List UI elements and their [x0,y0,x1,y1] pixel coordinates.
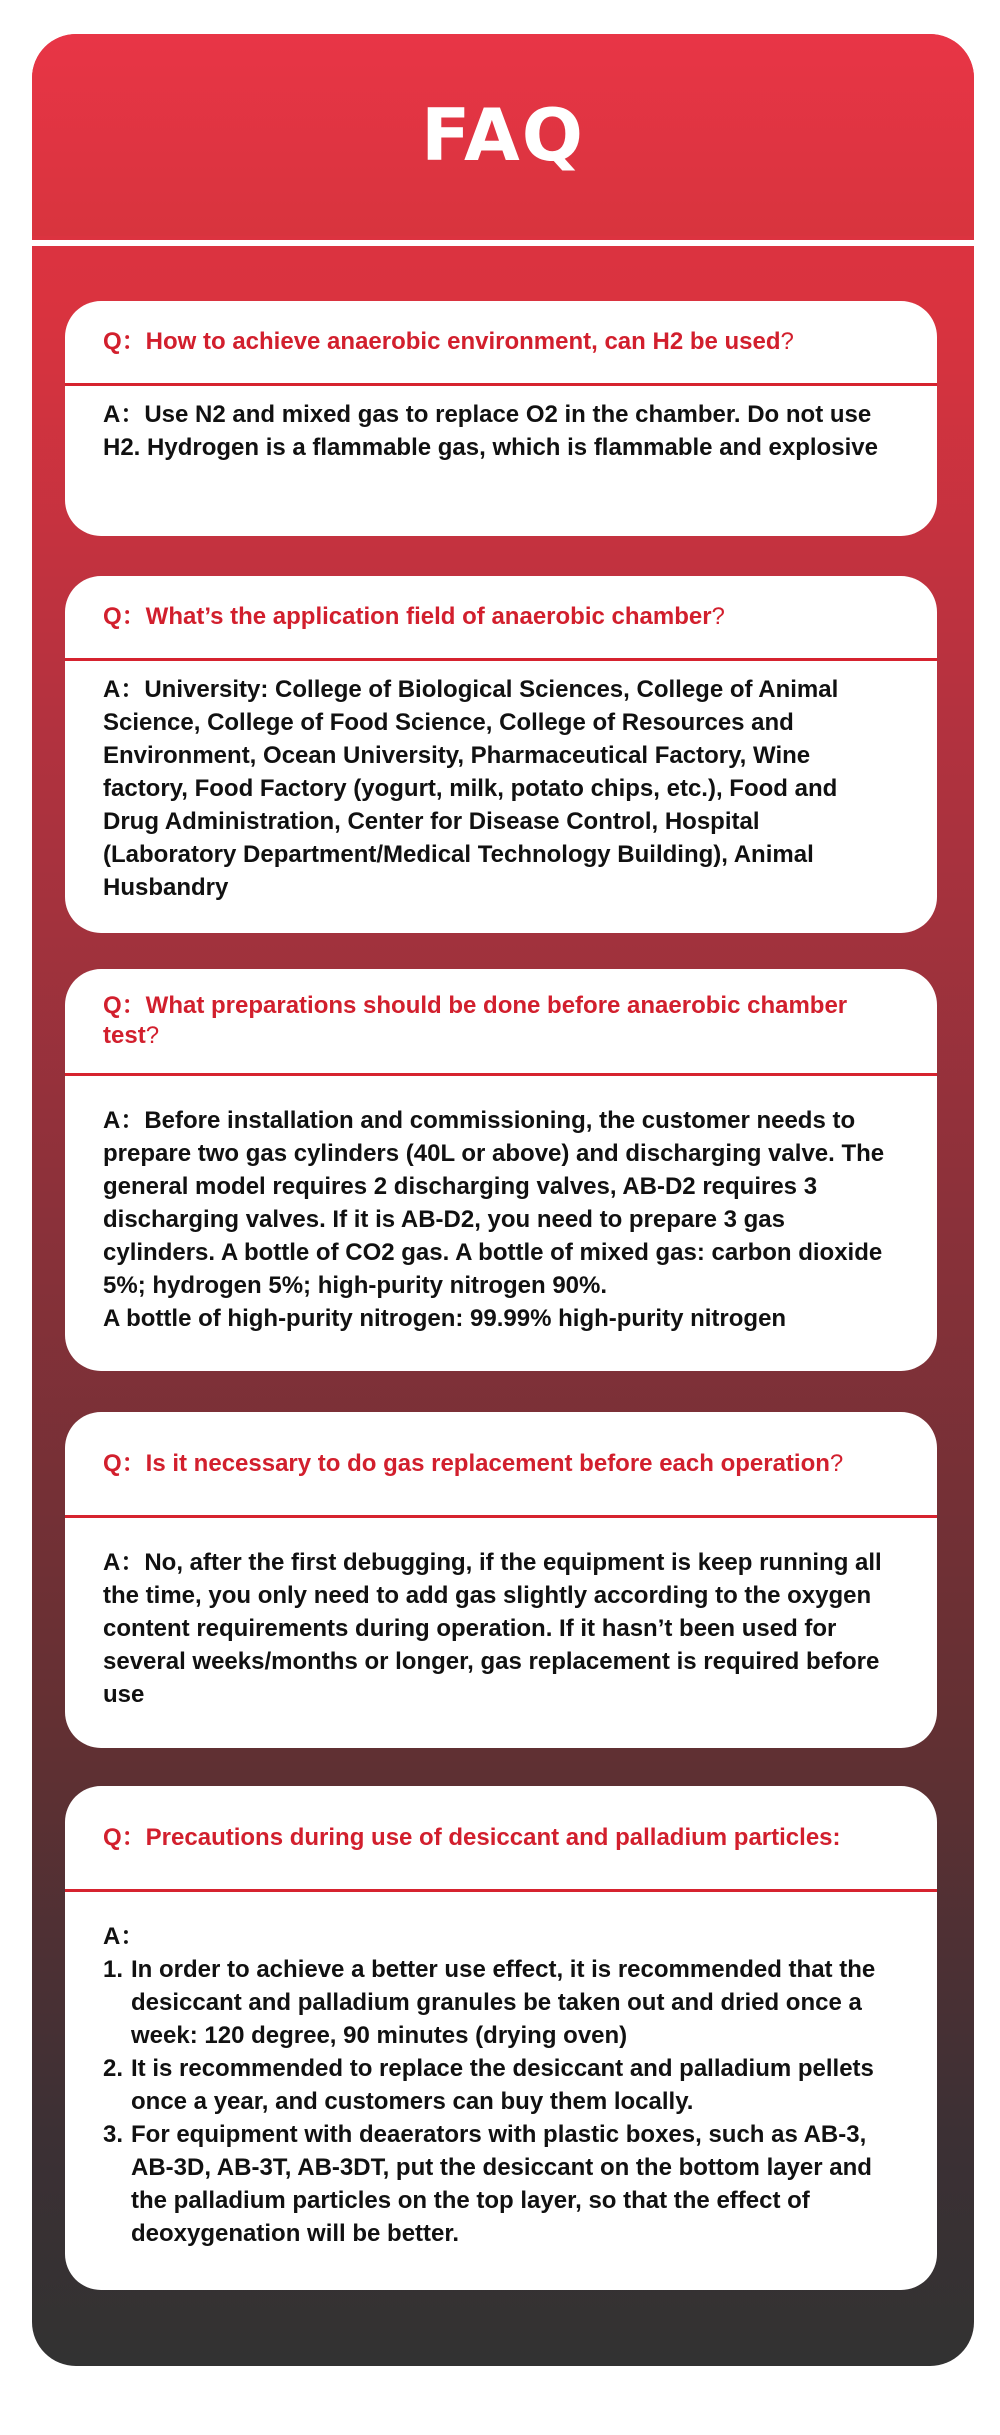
faq-card-1 [65,301,937,536]
faq-card-4 [65,1412,937,1748]
list-item-number: 3. [103,2121,124,2148]
faq-header [32,34,974,236]
answer-prefix: A： [103,401,145,428]
answer-text: University: College of Biological Sciences, College of Animal Science, College of Food Science, College of Resources and Environment, Ocean University, Pharmaceutical Factory, Wine factory, Food Factory (yogurt, milk, potato chips, etc.), Food and Drug Administration, Center for Disease Control, Hospital (Laboratory Department/Medical Technology Building), Animal Husbandry [103,676,839,901]
question-prefix: Q： [103,328,146,355]
answer-prefix: A： [103,1923,145,1950]
question-prefix: Q： [103,603,146,630]
precautions-list [103,1953,899,2250]
answer-extra-text: A bottle of high-purity nitrogen: 99.99% high-purity nitrogen [103,1305,787,1332]
answer-prefix: A： [103,676,145,703]
answer-prefix: A： [103,1549,145,1576]
faq-answer-3 [65,1076,937,1335]
question-text: How to achieve anaerobic environment, can H2 be used [145,328,781,355]
header-divider [32,240,974,246]
list-item-text: For equipment with deaerators with plastic boxes, such as AB-3, AB-3D, AB-3T, AB-3DT, put the desiccant on the bottom layer and the palladium particles on the top layer, so that the effect of deoxygenation will be better. [131,2121,872,2247]
list-item [103,2052,899,2118]
list-item [103,2118,899,2250]
faq-question-1 [65,301,937,386]
answer-text: No, after the first debugging, if the equipment is keep running all the time, you only need to add gas slightly according to the oxygen content requirements during operation. If it hasn’t been used for several weeks/months or longer, gas replacement is required before use [103,1549,882,1708]
list-item-number: 2. [103,2055,124,2082]
answer-text: Use N2 and mixed gas to replace O2 in the chamber. Do not use H2. Hydrogen is a flammable gas, which is flammable and explosive [103,401,878,461]
faq-answer-2 [65,661,937,904]
faq-question-2 [65,576,937,661]
faq-answer-1 [65,386,937,464]
question-mark: ? [829,1449,844,1477]
faq-question-5 [65,1786,937,1892]
faq-card-2 [65,576,937,933]
faq-question-4 [65,1412,937,1518]
answer-prefix: A： [103,1107,145,1134]
question-text: What’s the application field of anaerobic chamber [145,603,712,630]
question-text: Is it necessary to do gas replacement before each operation [145,1449,830,1477]
question-prefix: Q： [103,1449,146,1477]
list-item-number: 1. [103,1956,124,1983]
list-item [103,1953,899,2052]
faq-card-3 [65,969,937,1371]
page-title: FAQ [421,93,585,177]
list-item-text: In order to achieve a better use effect, it is recommended that the desiccant and palladium granules be taken out and dried once a week: 120 degree, 90 minutes (drying oven) [131,1956,876,2049]
answer-text: Before installation and commissioning, the customer needs to prepare two gas cylinders (40L or above) and discharging valve. The general model requires 2 discharging valves, AB-D2 requires 3 discharging valves. If it is AB-D2, you need to prepare 3 gas cylinders. A bottle of CO2 gas. A bottle of mixed gas: carbon dioxide 5%; hydrogen 5%; high-purity nitrogen 90%. [103,1107,885,1299]
faq-answer-4 [65,1518,937,1711]
faq-answer-5 [65,1892,937,2250]
question-text: Precautions during use of desiccant and palladium particles: [145,1823,841,1851]
faq-card-5 [65,1786,937,2290]
question-mark: ? [145,1022,160,1049]
faq-panel [32,34,974,2366]
list-item-text: It is recommended to replace the desiccant and palladium pellets once a year, and customers can buy them locally. [131,2055,874,2115]
question-prefix: Q： [103,1823,146,1851]
question-mark: ? [711,603,725,630]
question-prefix: Q： [103,992,146,1019]
question-text: What preparations should be done before anaerobic chamber test [103,992,848,1049]
faq-question-3 [65,969,937,1076]
question-mark: ? [780,328,794,355]
